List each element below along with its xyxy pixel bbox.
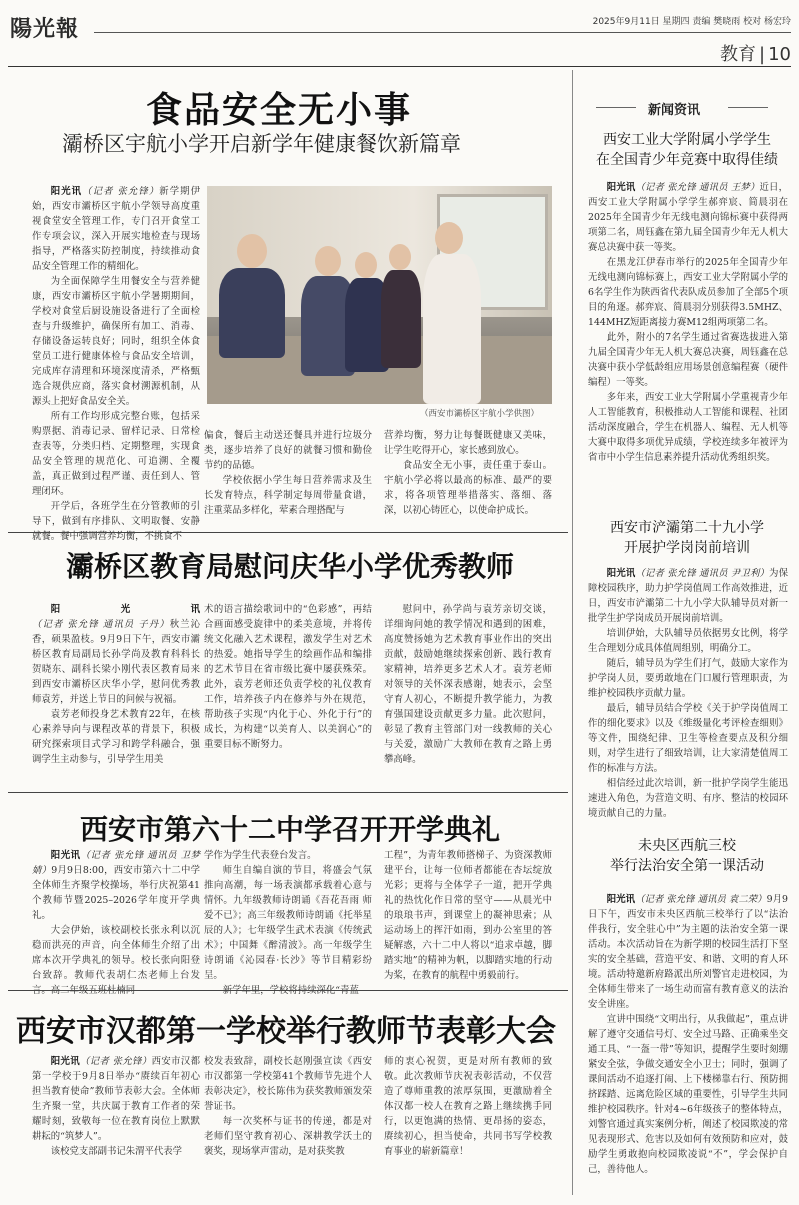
sidebar-item1-body — [588, 180, 788, 465]
section-divider — [8, 990, 568, 991]
article3-para: 大会伊始，该校副校长张永利以沉稳而洪亮的声音，向全体师生介绍了出席本次开学典礼的领导。校长张向阳登台致辞。教师代表胡仁杰老师上台发言。高二年级五班杜楠同 — [32, 925, 200, 996]
sidebar-item3-title — [583, 836, 791, 876]
section-name: 教育 — [720, 44, 757, 65]
sidebar-para: 相信经过此次培训，新一批护学岗学生能迅速进入角色，为营造文明、有序、整洁的校园环境贡献自己的力量。 — [588, 778, 788, 819]
title-line: 西安市浐灞第二十九小学 — [610, 520, 764, 536]
article1-photo — [207, 186, 552, 404]
sidebar-para: 宣讲中围绕“文明出行，从我做起”，重点讲解了遵守交通信号灯、安全过马路、正确乘坐交通工具、“一盔一带”等知识，提醒学生要时刻绷紧安全弦，争做交通安全小卫士；同时，强调了课间活动不追逐打闹、上下楼梯靠右行、预防拥挤踩踏、远离危险区域的重要性，引导学生共同维护校园秩序。针对4~6年级孩子的整体特点，刘警官通过真实案例分析，阐述了校园欺凌的常见表现形式、危害以及如何有效预防和应对，鼓励学生勇敢抱向校园欺凌说“不”，学会保护自己，善待他人。 — [588, 1014, 788, 1175]
article3-para: 9月9日8:00，西安市第六十二中学全体师生齐聚学校操场，举行庆祝第41个教师节暨2025–2026学年度开学典礼。 — [32, 865, 200, 921]
masthead-rule — [94, 32, 791, 33]
title-line: 举行法治安全第一课活动 — [610, 858, 764, 874]
article1-para: 所有工作均形成完整台账，包括采购票据、消毒记录、留样记录、日常检查表等，分类归档、定期整理，实现食品安全管理的规范化、可追溯、全覆盖，真正做到过程严谨、责任到人、管理闭环。 — [32, 411, 200, 497]
section-divider — [8, 792, 568, 793]
sidebar-item2-body — [588, 566, 788, 821]
article4-para: 该校党支部副书记朱渭平代表学 — [50, 1146, 183, 1157]
article1-para: 开学后，各班学生在分管教师的引导下，做到有序排队、文明取餐、安静就餐。餐中强调营养均衡，不挑食不 — [32, 501, 200, 542]
title-line: 未央区西航三校 — [638, 838, 736, 854]
article4-para: 师的衷心祝贺，更是对所有教师的致敬。此次教师节庆祝表彰活动，不仅营造了尊师重教的浓厚氛围，更激励着全体汉都一校人在教育之路上继续携手同行，以更饱满的热情、更昂扬的姿态，赓续初心，担当使命，共同书写学校教育事业的崭新篇章！ — [384, 1056, 552, 1157]
sidebar-para: 此外，附小的7名学生通过省赛选拔进入第九届全国青少年无人机大赛总决赛，周钰鑫在总决赛中获小学低龄组应用场景创意编程赛（硬件编程）一等奖。 — [588, 332, 788, 388]
article4-col2 — [204, 1054, 372, 1159]
article2-author: （记者 张允锋 通讯员 子丹） — [32, 619, 170, 630]
sidebar-item3-lead: 阳光讯 — [606, 894, 636, 905]
date-editor-line: 2025年9月11日 星期四 责编 樊晓雨 校对 杨宏玲 — [592, 17, 791, 27]
article2-para: 袁芳老师投身艺术教育22年，在核心素养导向与课程改革的背景下，积极研究探索项目式学习和跨学科融合，强调学生主动参与，引导学生用美 — [32, 709, 200, 765]
article4-col3 — [384, 1054, 552, 1159]
article2-col3 — [384, 602, 552, 767]
article3-para: 师生自编自演的节目，将盛会气氛推向高潮，每一场表演都承载着心意与情怀。九年级教师诗朗诵《吾花吾雨 师爱不已》；高三年级教师诗朗诵《托举星辰的人》；七年级学生武术表演《传统武术》；中国舞《醉清波》。高一年级学生诗朗诵《沁园春·长沙》等节目精彩纷呈。 — [204, 865, 372, 981]
article1-para: 营养均衡，努力让每餐既健康又美味，让学生吃得开心，家长感到放心。 — [384, 430, 552, 456]
photo-caption: （西安市灞桥区宇航小学供图） — [420, 409, 540, 419]
article1-author: （记者 张允锋） — [82, 186, 160, 197]
sidebar-para: 培训伊始，大队辅导员依据男女比例，将学生合理划分成具体值周组别，明确分工。 — [588, 628, 788, 654]
article2-lead: 阳光讯 — [50, 604, 200, 615]
sidebar-para: 多年来，西安工业大学附属小学重视青少年人工智能教育，积极推动人工智能和课程、社团活动深度融合，学生在机器人、编程、无人机等大赛中取得多项优异成绩，学校连续多年被评为省市中小学生信息素养提升活动优秀组织奖。 — [588, 392, 788, 463]
title-line: 开展护学岗岗前培训 — [624, 540, 750, 556]
article1-para: 食品安全无小事，责任重于泰山。宇航小学必将以最高的标准、最严的要求，将各项管理举措落实、落细、落深，以初心铸匠心，以使命护成长。 — [384, 460, 552, 516]
sidebar-para: 在黑龙江伊春市举行的2025年全国青少年无线电测向锦标赛上，西安工业大学附属小学的6名学生作为陕西省代表队成员参加了全部5个项目的角逐。郝弈宸、简晨羽分别获得3.5MHZ、144MHZ短距离接力赛M12组两项第二名。 — [588, 257, 788, 328]
article1-para: 学校依据小学生每日营养需求及生长发育特点，科学制定每周带量食谱，注重菜品多样化，荤素合理搭配与 — [204, 475, 372, 516]
article1-title: 食品安全无小事 — [146, 90, 413, 131]
sidebar-item1-title — [583, 130, 791, 170]
article3-lead: 阳光讯 — [50, 850, 81, 861]
article3-col3 — [384, 848, 552, 983]
article1-para: 偏食，餐后主动送还餐具并进行垃圾分类，逐步培养了良好的就餐习惯和勤俭节约的品德。 — [204, 430, 372, 471]
article3-para: 新学年里，学校将持续深化“青蓝 — [222, 985, 359, 996]
sidebar-item2-lead: 阳光讯 — [606, 568, 636, 579]
article4-title: 西安市汉都第一学校举行教师节表彰大会 — [16, 1014, 556, 1049]
title-line: 西安工业大学附属小学学生 — [603, 132, 771, 148]
article2-para: 术的语言描绘歌词中的“色彩感”，再结合画面感受旋律中的柔美意境，并将传统文化融入艺术课程，激发学生对艺术的热爱。她指导学生的绘画作品和编排的艺术节目在省市级比赛中屡获殊荣。此外，袁芳老师还负责学校的礼仪教育工作，培养孩子内在修养与外在规范，帮助孩子实现“内化于心、外化于行”的成长，为构建“以美育人、以美润心”的重要目标不断努力。 — [204, 604, 372, 750]
sidebar-item2-author: （记者 张允锋 通讯员 尹卫利） — [635, 568, 770, 579]
article4-para: 每一次奖杯与证书的传递，都是对老师们坚守教育初心、深耕教学沃土的褒奖，现场掌声雷动，是对获奖教 — [204, 1116, 372, 1157]
sidebar-para: 最后，辅导员结合学校《关于护学岗值周工作的细化要求》以及《维级量化考评检查细则》等文件，围绕纪律、卫生等检查要点及积分细则，对学生进行了细致培训，让大家清楚值周工作的标准与方法。 — [588, 703, 788, 774]
article3-para: 学作为学生代表登台发言。 — [204, 850, 317, 861]
article3-col1 — [32, 848, 200, 998]
article1-col3 — [384, 428, 552, 518]
article3-author: （记者 张允锋 通讯员 卫梦婧） — [32, 850, 200, 876]
sidebar-para: 为保障校园秩序，助力护学岗值周工作高效推进，近日，西安市浐灞第二十九小学大队辅导员对新一批学生护学岗成员开展岗前培训。 — [588, 568, 788, 624]
masthead-underline — [8, 66, 791, 67]
sidebar-item1-author: （记者 张允锋 通讯员 王梦） — [635, 182, 760, 193]
article4-para: 校发表致辞，副校长赵刚强宣读《西安市汉都第一学校第41个教师节先进个人表彰决定》，校长陈伟为获奖教师颁发荣誉证书。 — [204, 1056, 372, 1112]
article1-para: 新学期伊始，西安市灞桥区宇航小学领导高度重视食堂安全管理工作，专门召开食堂工作专项会议，深入开展实地检查与现场指导，严格落实防控制度，持续推动食品安全管理工作的精细化。 — [32, 186, 200, 272]
article2-col2 — [204, 602, 372, 752]
article1-col1 — [32, 184, 200, 544]
article1-lead: 阳光讯 — [50, 186, 83, 197]
sidebar-item3-author: （记者 张允锋 通讯员 袁二荣） — [635, 894, 767, 905]
news-banner-label: 新闻资讯 — [648, 103, 701, 118]
article3-col2 — [204, 848, 372, 998]
title-line: 在全国青少年竞赛中取得佳绩 — [596, 152, 778, 168]
article2-para: 慰问中，孙学尚与袁芳亲切交谈，详细询问她的教学情况和遇到的困难，高度赞扬她为艺术教育事业作出的突出贡献，鼓励她继续探索创新、践行教育家精神，培养更多艺术人才。袁芳老师对领导的关怀深表感谢，她表示，会坚守育人初心，不断提升教学能力，为教育强国建设贡献更多力量。此次慰问，彰显了教育主管部门对一线教师的关心与关爱，激励广大教师在教育之路上勇攀高峰。 — [384, 604, 552, 765]
newspaper-logo: 陽光報 — [10, 16, 80, 42]
sidebar-item1-lead: 阳光讯 — [606, 182, 636, 193]
page-number: 10 — [768, 44, 791, 65]
article1-col2 — [204, 428, 372, 518]
article2-col1 — [32, 602, 200, 767]
news-banner — [588, 96, 788, 122]
article3-title: 西安市第六十二中学召开开学典礼 — [80, 813, 501, 846]
sidebar-para: 随后，辅导员为学生们打气，鼓励大家作为护学岗人员，要勇敢地在门口履行管理职责，为维护校园秩序贡献力量。 — [588, 658, 788, 699]
article4-author: （记者 张允锋） — [80, 1056, 152, 1067]
sidebar-para: 近日，西安工业大学附属小学学生郝弈宸、简晨羽在2025年全国青少年无线电测向锦标赛中获得两项第二名，周钰鑫在第九届全国青少年无人机大赛总决赛中获一等奖。 — [588, 182, 788, 253]
article2-para: 秋兰沁香，硕果盈枝。9月9日下午，西安市灞桥区教育局副局长孙学尚及教育科科长贺晓东、副科长梁小刚代表区教育局来到西安市灞桥区庆华小学，慰问优秀教师袁芳，并送上节日的问候与祝福。 — [32, 619, 200, 705]
sidebar-para: 9月9日下午，西安市未央区西航三校举行了以“法治伴我行，安全驻心中”为主题的法治安全第一课活动。本次活动旨在为新学期的校园生活打下坚实的安全基础，营造平安、和谐、文明的育人环境。活动特邀新府路派出所刘警官走进校园，为全体师生带来了一场生动而富有教育意义的法治安全讲座。 — [588, 894, 788, 1010]
article4-lead: 阳光讯 — [50, 1056, 81, 1067]
article1-subtitle: 灞桥区宇航小学开启新学年健康餐饮新篇章 — [62, 132, 461, 156]
sidebar-item3-body — [588, 892, 788, 1177]
section-tag: 教育 | 10 — [720, 44, 791, 65]
sidebar-item2-title — [583, 518, 791, 558]
section-divider — [8, 532, 568, 533]
article4-col1 — [32, 1054, 200, 1159]
article3-para: 工程”，为青年教师搭梯子、为资深教师建平台，让每一位师者都能在杏坛绽放光彩；更将与全体学子一道，把开学典礼的热忱化作日常的坚守——从晨光中的琅琅书声，到课堂上的凝神思索；从运动场上的挥汗如雨，到办公室里的答疑解惑，六十二中人将以“追求卓越，脚踏实地”的精神为帆，以脚踏实地的行动为桨，在教育的航程中勇毅前行。 — [384, 850, 552, 981]
article1-para: 为全面保障学生用餐安全与营养健康，西安市灞桥区宇航小学暑期期间，学校对食堂后厨设施设备进行了全面检查与升级维护，确保所有加工、消毒、存储设备运转良好；同时，组织全体食堂员工进行健康体检与食品安全培训，完成库存清理和环境深度清杀，严格甄选合规供应商，落实食材溯源机制，从源头上把好食品安全关。 — [32, 276, 200, 407]
article2-title: 灞桥区教育局慰问庆华小学优秀教师 — [66, 550, 515, 583]
article4-para: 西安市汉都第一学校于9月8日举办“赓续百年初心 担当教育使命”教师节表彰大会。全体师生齐聚一堂，共庆属于教育工作者的荣耀时刻，致敬每一位在教育岗位上默默耕耘的“筑梦人”。 — [32, 1056, 200, 1142]
column-rule — [572, 70, 573, 1195]
